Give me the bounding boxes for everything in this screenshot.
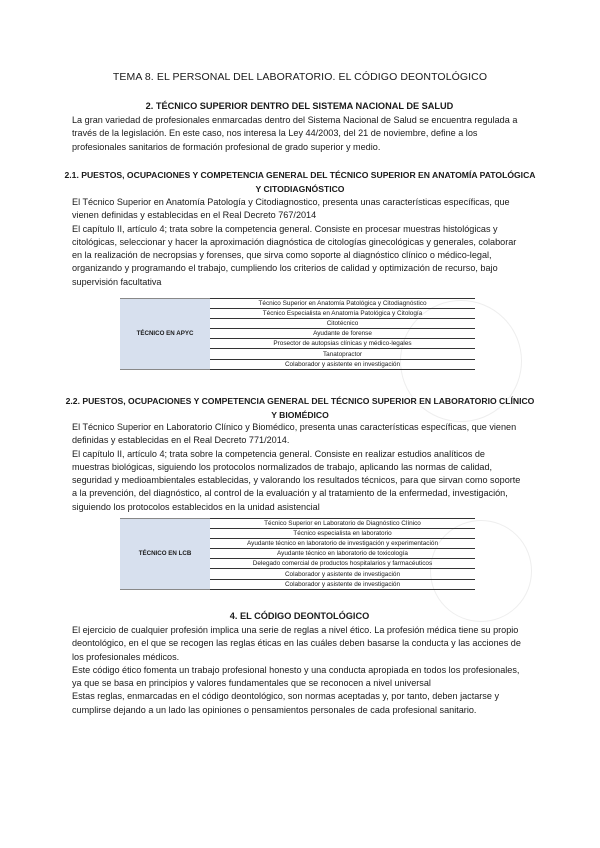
text-line: supervisión facultativa bbox=[72, 276, 162, 287]
text-line: organizando y programando el trabajo, cumpliendo los criterios de calidad y optimización de recurso, bajo bbox=[72, 263, 498, 274]
text-line: El capítulo II, artículo 4; trata sobre la competencia general. Consiste en realizar estudios analíticos de bbox=[72, 448, 485, 459]
text-line: muestras biológicas, siguiendo los protocolos normalizados de trabajo, aplicando las normas de calidad, bbox=[72, 461, 493, 472]
text-line: El Técnico Superior en Anatomía Patología y Citodiagnostico, presenta unas características específicas, que bbox=[72, 197, 510, 207]
table-item: Ayudante de forense bbox=[210, 329, 475, 339]
table-item: Técnico Superior en Anatomía Patológica y Citodiagnóstico bbox=[210, 299, 475, 309]
section-2-2-heading bbox=[62, 395, 538, 422]
heading-line: 2.1. PUESTOS, OCUPACIONES Y COMPETENCIA GENERAL DEL TÉCNICO SUPERIOR EN ANATOMÍA PATOLÓGICA bbox=[64, 170, 536, 180]
table-item: Ayudante técnico en laboratorio de toxicología bbox=[210, 549, 475, 559]
section-2-1-heading bbox=[62, 169, 538, 196]
section-2-body bbox=[72, 114, 530, 154]
text-line: El ejercicio de cualquier profesión implica una serie de reglas a nivel ético. La profesión médica tiene su propio bbox=[72, 625, 519, 635]
text-line: deontológico, en el que se recogen las reglas éticas en las cuáles deben basarse la conducta y las acciones de bbox=[72, 638, 521, 649]
table-item: Prosector de autopsias clínicas y médico-legales bbox=[210, 339, 475, 349]
table-item: Técnico Especialista en Anatomía Patológica y Citología bbox=[210, 309, 475, 319]
table-item: Ayudante técnico en laboratorio de investigación y experimentación bbox=[210, 539, 475, 549]
text-line: siguiendo los protocolos establecidos en la unidad asistencial bbox=[72, 501, 320, 512]
text-line: profesionales sanitarios de formación profesional de grado superior y medio. bbox=[72, 141, 381, 152]
table-item: Colaborador y asistente de investigación bbox=[210, 579, 475, 589]
section-4-heading: 4. EL CÓDIGO DEONTOLÓGICO bbox=[229, 611, 370, 621]
table-item: Colaborador y asistente en investigación bbox=[210, 359, 475, 369]
text-line: El capítulo II, artículo 4; trata sobre la competencia general. Consiste en procesar muestras histológicas y bbox=[72, 223, 498, 234]
table-item: Técnico especialista en laboratorio bbox=[210, 529, 475, 539]
text-line: Este código ético fomenta un trabajo profesional honesto y una conducta apropiada en todos los profesionales, bbox=[72, 664, 520, 675]
table-item: Técnico Superior en Laboratorio de Diagnóstico Clínico bbox=[210, 519, 475, 529]
text-line: ya que se basa en principios y valores fundamentales que se reconocen a nivel universal bbox=[72, 678, 431, 689]
table-item: Colaborador y asistente de investigación bbox=[210, 569, 475, 579]
text-line: Estas reglas, enmarcadas en el código deontológico, son normas aceptadas y, por tanto, deben jactarse y bbox=[72, 691, 499, 702]
table-item: Delegado comercial de productos hospitalarios y farmacéuticos bbox=[210, 559, 475, 569]
text-line: cumplirse dejando a un lado las opiniones o pensamientos personales de cada profesional sanitario. bbox=[72, 704, 477, 715]
table-item: Tanatopractor bbox=[210, 349, 475, 359]
heading-line: Y BIOMÉDICO bbox=[271, 409, 329, 420]
section-4-body bbox=[72, 624, 530, 717]
text-line: definidas y establecidas en el Real Decreto 771/2014. bbox=[72, 435, 290, 446]
text-line: través de la legislación. En este caso, nos interesa la Ley 44/2003, del 21 de noviembre, define a los bbox=[72, 128, 478, 139]
text-line: La gran variedad de profesionales enmarcadas dentro del Sistema Nacional de Salud se encuentra regulada a bbox=[72, 115, 518, 125]
heading-line: 2.2. PUESTOS, OCUPACIONES Y COMPETENCIA GENERAL DEL TÉCNICO SUPERIOR EN LABORATORIO CLÍNICO bbox=[65, 396, 535, 406]
table-label: TÉCNICO EN APYC bbox=[120, 299, 210, 370]
text-line: El Técnico Superior en Laboratorio Clínico y Biomédico, presenta unas características específicas, que vienen bbox=[72, 422, 517, 432]
text-line: los profesionales médicos. bbox=[72, 651, 180, 662]
text-line: en la realización de necropsias y forenses, que sirva como soporte al diagnóstico clínico o médico-legal, bbox=[72, 250, 492, 261]
text-line: seguridad y medioambientales establecidas, y valorando los resultados técnicos, para que sirvan como soporte bbox=[72, 475, 521, 486]
text-line: vienen definidas y establecidas en el Real Decreto 767/2014 bbox=[72, 210, 317, 221]
text-line: citológicas, seleccionar y hacer la aproximación diagnóstica de citologías ginecológicas y generales, colaborar bbox=[72, 236, 517, 247]
table-item: Citotécnico bbox=[210, 319, 475, 329]
page-title: TEMA 8. EL PERSONAL DEL LABORATORIO. EL CÓDIGO DEONTOLÓGICO bbox=[112, 71, 488, 83]
table-label: TÉCNICO EN LCB bbox=[120, 519, 210, 590]
apyc-occupations-table bbox=[120, 298, 475, 370]
heading-line: Y CITODIAGNÓSTICO bbox=[255, 183, 345, 194]
text-line: a la prevención, del diagnóstico, al control de la evaluación y al tratamiento de la enfermedad, investigación, bbox=[72, 488, 508, 499]
section-2-heading: 2. TÉCNICO SUPERIOR DENTRO DEL SISTEMA NACIONAL DE SALUD bbox=[145, 101, 454, 111]
section-2-2-body bbox=[72, 421, 530, 514]
lcb-occupations-table bbox=[120, 518, 475, 590]
section-2-1-body bbox=[72, 196, 530, 289]
